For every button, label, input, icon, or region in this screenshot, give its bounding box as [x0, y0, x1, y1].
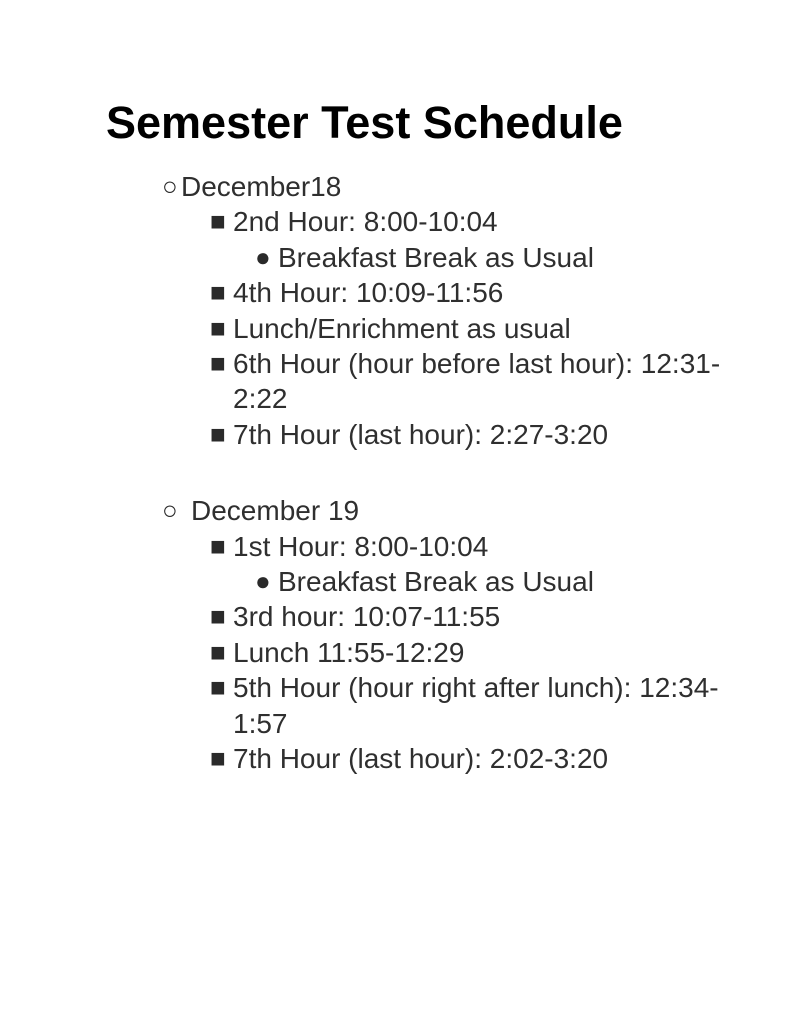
- square-bullet-icon: ■: [210, 418, 226, 449]
- list-item: [0, 529, 791, 564]
- filled-circle-bullet-icon: ●: [255, 566, 271, 597]
- square-bullet-icon: ■: [210, 530, 226, 561]
- section-december-19: [0, 493, 791, 776]
- list-item-text: 2nd Hour: 8:00-10:04: [233, 206, 498, 238]
- list-item-text: 1st Hour: 8:00-10:04: [233, 530, 489, 562]
- hollow-circle-bullet-icon: ○: [162, 495, 178, 526]
- section-heading-row: [0, 169, 791, 204]
- list-item: [0, 635, 791, 670]
- hollow-circle-bullet-icon: ○: [162, 171, 178, 201]
- section-heading: December18: [181, 171, 342, 202]
- list-item: [0, 311, 791, 346]
- section-heading: December 19: [191, 495, 360, 527]
- list-item-text: Breakfast Break as Usual: [278, 566, 594, 598]
- square-bullet-icon: ■: [210, 277, 226, 308]
- list-item: [0, 670, 791, 741]
- schedule-list: [0, 169, 791, 777]
- list-item-text: 3rd hour: 10:07-11:55: [233, 601, 501, 633]
- square-bullet-icon: ■: [210, 601, 226, 632]
- list-item-text: 7th Hour (last hour): 2:27-3:20: [233, 418, 609, 450]
- square-bullet-icon: ■: [210, 672, 226, 703]
- filled-circle-bullet-icon: ●: [255, 241, 271, 272]
- list-item: [0, 346, 791, 417]
- list-item-text: 6th Hour (hour before last hour): 12:31-2:22: [233, 348, 721, 415]
- list-item-text: 5th Hour (hour right after lunch): 12:34-1:57: [233, 672, 719, 739]
- list-item: [0, 417, 791, 452]
- square-bullet-icon: ■: [210, 312, 226, 343]
- list-item: [0, 275, 791, 310]
- list-item: [0, 564, 791, 599]
- list-item-text: Breakfast Break as Usual: [278, 241, 594, 273]
- list-item: [0, 599, 791, 634]
- square-bullet-icon: ■: [210, 743, 226, 774]
- document-title: Semester Test Schedule: [106, 97, 623, 148]
- list-item-text: 4th Hour: 10:09-11:56: [233, 277, 504, 309]
- square-bullet-icon: ■: [210, 206, 226, 237]
- section-heading-row: [0, 493, 791, 528]
- square-bullet-icon: ■: [210, 348, 226, 379]
- list-item-text: 7th Hour (last hour): 2:02-3:20: [233, 743, 609, 775]
- square-bullet-icon: ■: [210, 636, 226, 667]
- list-item: [0, 204, 791, 239]
- list-item: [0, 240, 791, 275]
- list-item-text: Lunch/Enrichment as usual: [233, 312, 571, 344]
- list-item-text: Lunch 11:55-12:29: [233, 636, 465, 668]
- section-december-18: [0, 169, 791, 452]
- list-item: [0, 741, 791, 776]
